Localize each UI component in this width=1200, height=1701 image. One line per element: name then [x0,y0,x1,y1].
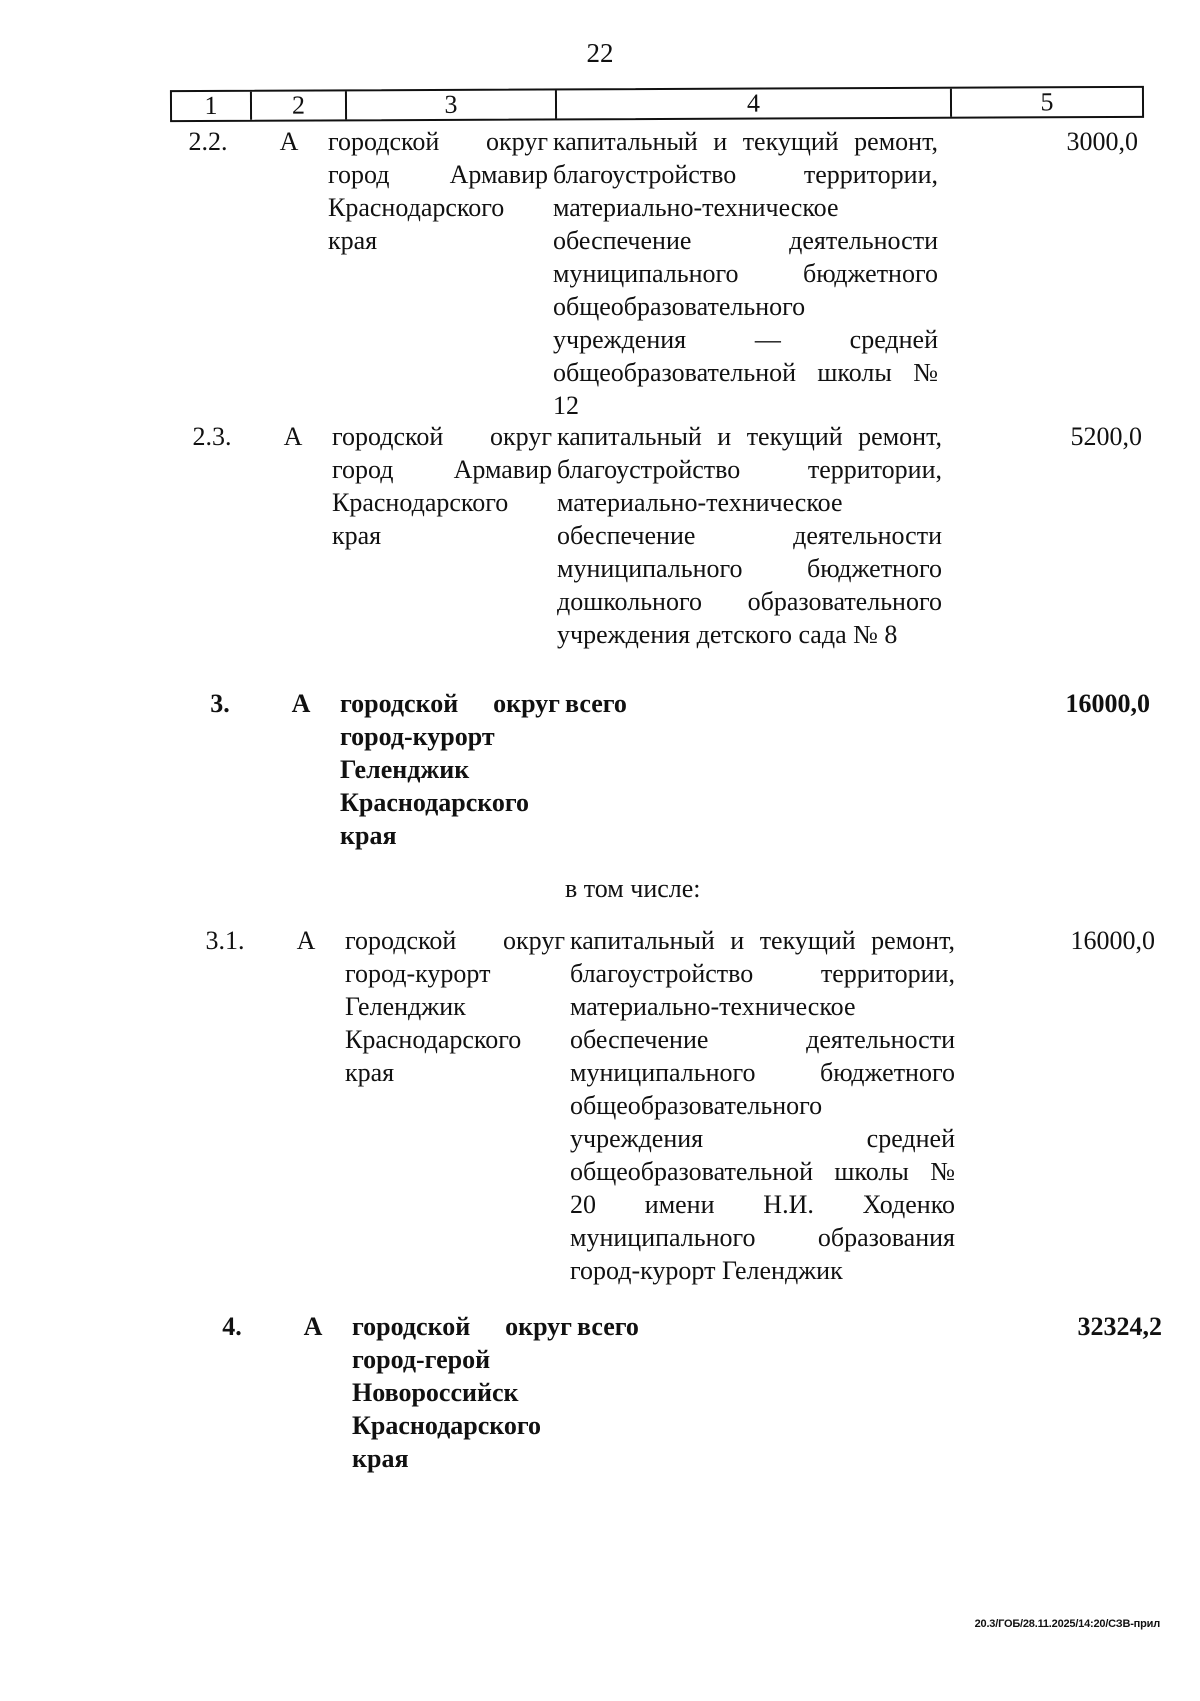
row-number: 3.1. [205,926,245,955]
row-category: А [291,689,311,718]
row-amount: 16000,0 [1070,926,1155,955]
table-header [170,86,1144,122]
row-territory: городской округ город Армавир Краснодарского края [332,422,552,550]
row-territory: городской округ город-герой Новороссийск Краснодарского края [352,1312,572,1473]
row-description: всего [565,689,627,718]
row-number: 3. [210,689,230,718]
row-category: А [303,1312,323,1341]
row-description: капитальный и текущий ремонт, благоустройство территории, материально-техническое обеспечение деятельности муниципального бюджетного общеобразовательного учреждения — средней общеобразовательной школы № 12 [553,127,938,420]
row-category: А [279,127,299,156]
column-header-4: 4 [557,89,952,119]
row-territory: городской округ город-курорт Геленджик Краснодарского края [345,926,565,1087]
row-category: А [283,422,303,451]
row-description: всего [577,1312,639,1341]
row-category: А [296,926,316,955]
row-description: капитальный и текущий ремонт, благоустройство территории, материально-техническое обеспечение деятельности муниципального бюджетного дошкольного образовательного учреждения детского сада № 8 [557,422,942,649]
subheading: в том числе: [565,874,701,903]
column-header-1: 1 [172,92,252,120]
row-amount: 16000,0 [1065,689,1150,718]
row-amount: 5200,0 [1070,422,1142,451]
page-number: 22 [586,38,614,68]
column-header-5: 5 [1040,87,1054,117]
column-header-3: 3 [347,90,557,119]
column-header-2: 2 [252,91,347,119]
row-number: 2.2. [188,127,228,156]
row-amount: 3000,0 [1066,127,1138,156]
row-description: капитальный и текущий ремонт, благоустройство территории, материально-техническое обеспечение деятельности муниципального бюджетного общеобразовательного учреждения средней общеобразовательной школы № 20 имени Н.И. Ходенко муниципального образования город-курорт Геленджик [570,926,955,1285]
row-territory: городской округ город-курорт Геленджик Краснодарского края [340,689,560,850]
row-number: 4. [222,1312,242,1341]
row-amount: 32324,2 [1077,1312,1162,1341]
document-code: 20.3/ГОБ/28.11.2025/14:20/СЗВ-прил [974,1618,1160,1630]
row-territory: городской округ город Армавир Краснодарского края [328,127,548,255]
row-number: 2.3. [192,422,232,451]
